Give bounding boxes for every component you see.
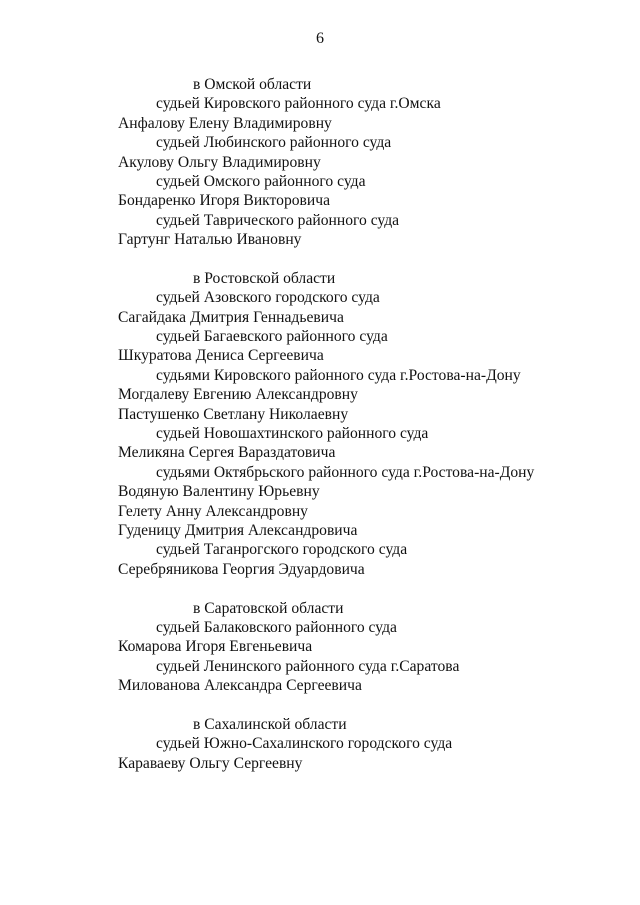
judge-name: Серебряникова Георгия Эдуардовича — [118, 560, 365, 578]
judge-name: Водяную Валентину Юрьевну — [118, 483, 320, 501]
judge-name: Гартунг Наталью Ивановну — [118, 231, 302, 249]
judge-name: Шкуратова Дениса Сергеевича — [118, 347, 324, 365]
court-line: судьями Кировского районного суда г.Ростова-на-Дону — [156, 366, 521, 384]
document-body — [118, 75, 618, 773]
judge-name: Караваеву Ольгу Сергеевну — [118, 754, 303, 772]
judge-name: Гелету Анну Александровну — [118, 502, 308, 520]
region-section — [118, 599, 618, 696]
court-line: судьями Октябрьского районного суда г.Ростова-на-Дону — [156, 463, 535, 481]
judge-name: Гуденицу Дмитрия Александровича — [118, 521, 358, 539]
judge-name: Меликяна Сергея Вараздатовича — [118, 444, 336, 462]
judge-name: Комарова Игоря Евгеньевича — [118, 638, 313, 656]
judge-name: Бондаренко Игоря Викторовича — [118, 192, 331, 210]
region-heading: в Омской области — [193, 76, 312, 93]
judge-name: Милованова Александра Сергеевича — [118, 677, 362, 695]
judge-name: Сагайдака Дмитрия Геннадьевича — [118, 308, 344, 326]
court-line: судьей Омского районного суда — [156, 172, 366, 190]
region-section — [118, 715, 618, 773]
court-line: судьей Любинского районного суда — [156, 134, 392, 152]
court-line: судьей Новошахтинского районного суда — [156, 425, 429, 443]
judge-name: Могдалеву Евгению Александровну — [118, 386, 358, 404]
page-number: 6 — [316, 30, 324, 47]
region-heading: в Саратовской области — [193, 599, 344, 617]
judge-name: Пастушенко Светлану Николаевну — [118, 405, 349, 423]
court-line: судьей Ленинского районного суда г.Саратова — [156, 657, 460, 675]
region-heading: в Ростовской области — [193, 269, 336, 287]
judge-name: Акулову Ольгу Владимировну — [118, 153, 321, 171]
region-heading: в Сахалинской области — [193, 715, 347, 733]
judge-name: Анфалову Елену Владимировну — [118, 114, 332, 132]
region-section — [118, 269, 618, 579]
court-line: судьей Азовского городского суда — [156, 289, 380, 307]
court-line: судьей Таврического районного суда — [156, 211, 400, 229]
court-line: судьей Балаковского районного суда — [156, 618, 397, 636]
court-line: судьей Багаевского районного суда — [156, 328, 388, 346]
court-line: судьей Кировского районного суда г.Омска — [156, 95, 441, 113]
court-line: судьей Южно-Сахалинского городского суда — [156, 735, 453, 753]
court-line: судьей Таганрогского городского суда — [156, 541, 408, 559]
region-section — [118, 75, 618, 250]
